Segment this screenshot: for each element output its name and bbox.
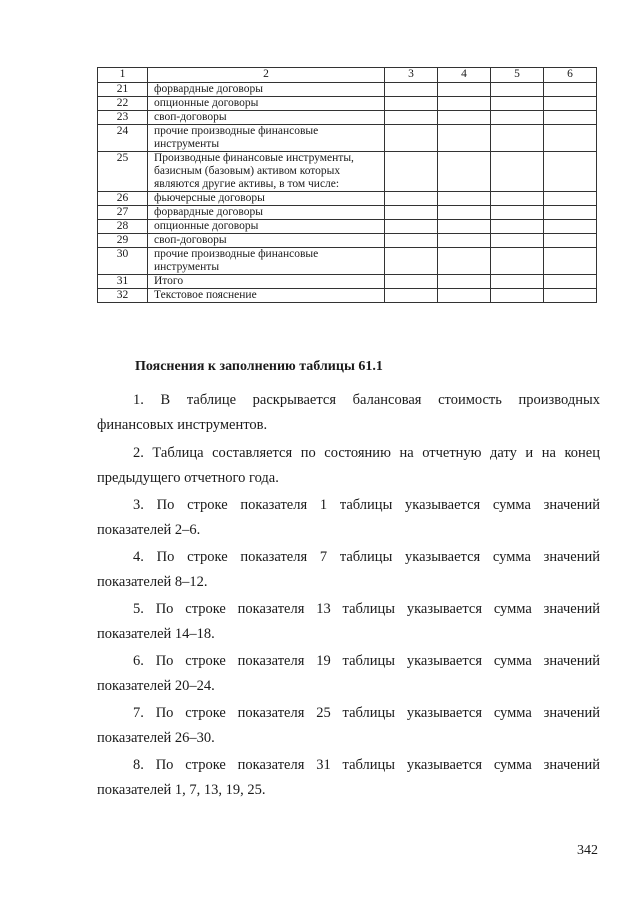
instruction-paragraph [97, 701, 600, 751]
instruction-paragraph [97, 388, 600, 438]
empty-cell [385, 206, 438, 220]
empty-cell [385, 234, 438, 248]
empty-cell [491, 111, 544, 125]
paragraph-first-line: 5. По строке показателя 13 таблицы указывается сумма значений [133, 601, 600, 617]
row-label: форвардные договоры [148, 206, 385, 220]
row-number: 25 [98, 152, 148, 192]
row-number: 22 [98, 97, 148, 111]
row-number: 31 [98, 275, 148, 289]
table-row [98, 275, 597, 289]
empty-cell [438, 83, 491, 97]
row-label: прочие производные финансовые инструменты [148, 248, 385, 275]
instruction-paragraph [97, 597, 600, 647]
paragraph-continuation: показателей 26–30. [97, 730, 215, 746]
row-label: прочие производные финансовые инструменты [148, 125, 385, 152]
empty-cell [491, 206, 544, 220]
paragraph-continuation: финансовых инструментов. [97, 417, 268, 433]
paragraph-continuation: показателей 14–18. [97, 626, 215, 642]
empty-cell [385, 83, 438, 97]
empty-cell [544, 152, 597, 192]
paragraph-first-line: 8. По строке показателя 31 таблицы указывается сумма значений [133, 757, 600, 773]
row-number: 21 [98, 83, 148, 97]
empty-cell [385, 152, 438, 192]
empty-cell [544, 275, 597, 289]
indicators-table [97, 67, 597, 303]
empty-cell [438, 220, 491, 234]
empty-cell [385, 97, 438, 111]
paragraph-first-line: 7. По строке показателя 25 таблицы указывается сумма значений [133, 705, 600, 721]
col-header-4: 4 [438, 68, 491, 83]
instruction-paragraph [97, 493, 600, 543]
row-label: своп-договоры [148, 234, 385, 248]
row-number: 23 [98, 111, 148, 125]
paragraph-continuation: предыдущего отчетного года. [97, 470, 279, 486]
empty-cell [544, 289, 597, 303]
empty-cell [385, 289, 438, 303]
row-label: опционные договоры [148, 97, 385, 111]
paragraph-continuation: показателей 20–24. [97, 678, 215, 694]
paragraph-continuation: показателей 8–12. [97, 574, 208, 590]
empty-cell [491, 83, 544, 97]
table-row [98, 152, 597, 192]
paragraph-continuation: показателей 1, 7, 13, 19, 25. [97, 782, 266, 798]
empty-cell [385, 111, 438, 125]
row-number: 29 [98, 234, 148, 248]
empty-cell [544, 83, 597, 97]
row-label: своп-договоры [148, 111, 385, 125]
table-row [98, 83, 597, 97]
row-label: Производные финансовые инструменты, базисным (базовым) активом которых являются другие активы, в том числе: [148, 152, 385, 192]
empty-cell [491, 220, 544, 234]
instruction-paragraph [97, 753, 600, 803]
table-row [98, 289, 597, 303]
row-label: Итого [148, 275, 385, 289]
empty-cell [438, 206, 491, 220]
empty-cell [438, 97, 491, 111]
empty-cell [544, 97, 597, 111]
table-row [98, 206, 597, 220]
instruction-paragraph [97, 649, 600, 699]
table-row [98, 125, 597, 152]
empty-cell [385, 248, 438, 275]
paragraph-first-line: 3. По строке показателя 1 таблицы указывается сумма значений [133, 497, 600, 513]
empty-cell [385, 220, 438, 234]
empty-cell [491, 192, 544, 206]
empty-cell [438, 289, 491, 303]
empty-cell [491, 234, 544, 248]
row-number: 27 [98, 206, 148, 220]
section-heading: Пояснения к заполнению таблицы 61.1 [135, 359, 383, 374]
empty-cell [385, 192, 438, 206]
row-number: 24 [98, 125, 148, 152]
empty-cell [438, 111, 491, 125]
empty-cell [438, 248, 491, 275]
table-header-row [98, 68, 597, 83]
paragraph-first-line: 1. В таблице раскрывается балансовая стоимость производных [133, 392, 600, 408]
empty-cell [491, 275, 544, 289]
col-header-6: 6 [544, 68, 597, 83]
instruction-paragraph [97, 545, 600, 595]
empty-cell [491, 97, 544, 111]
empty-cell [438, 192, 491, 206]
row-number: 30 [98, 248, 148, 275]
empty-cell [491, 125, 544, 152]
row-label: форвардные договоры [148, 83, 385, 97]
empty-cell [544, 192, 597, 206]
empty-cell [438, 234, 491, 248]
empty-cell [438, 152, 491, 192]
empty-cell [544, 206, 597, 220]
paragraph-first-line: 2. Таблица составляется по состоянию на отчетную дату и на конец [133, 445, 600, 461]
col-header-5: 5 [491, 68, 544, 83]
empty-cell [544, 111, 597, 125]
col-header-2: 2 [148, 68, 385, 83]
row-label: фьючерсные договоры [148, 192, 385, 206]
row-number: 32 [98, 289, 148, 303]
row-label: Текстовое пояснение [148, 289, 385, 303]
empty-cell [544, 125, 597, 152]
empty-cell [385, 275, 438, 289]
table-row [98, 248, 597, 275]
empty-cell [544, 248, 597, 275]
paragraph-first-line: 4. По строке показателя 7 таблицы указывается сумма значений [133, 549, 600, 565]
paragraph-continuation: показателей 2–6. [97, 522, 201, 538]
row-label: опционные договоры [148, 220, 385, 234]
empty-cell [438, 125, 491, 152]
instruction-paragraph [97, 441, 600, 491]
col-header-3: 3 [385, 68, 438, 83]
table-row [98, 192, 597, 206]
empty-cell [544, 234, 597, 248]
row-number: 26 [98, 192, 148, 206]
empty-cell [544, 220, 597, 234]
table-row [98, 111, 597, 125]
row-number: 28 [98, 220, 148, 234]
empty-cell [438, 275, 491, 289]
table-row [98, 220, 597, 234]
col-header-1: 1 [98, 68, 148, 83]
table-row [98, 97, 597, 111]
empty-cell [491, 289, 544, 303]
page-number: 342 [577, 843, 598, 858]
table-row [98, 234, 597, 248]
paragraph-first-line: 6. По строке показателя 19 таблицы указывается сумма значений [133, 653, 600, 669]
empty-cell [385, 125, 438, 152]
empty-cell [491, 152, 544, 192]
empty-cell [491, 248, 544, 275]
